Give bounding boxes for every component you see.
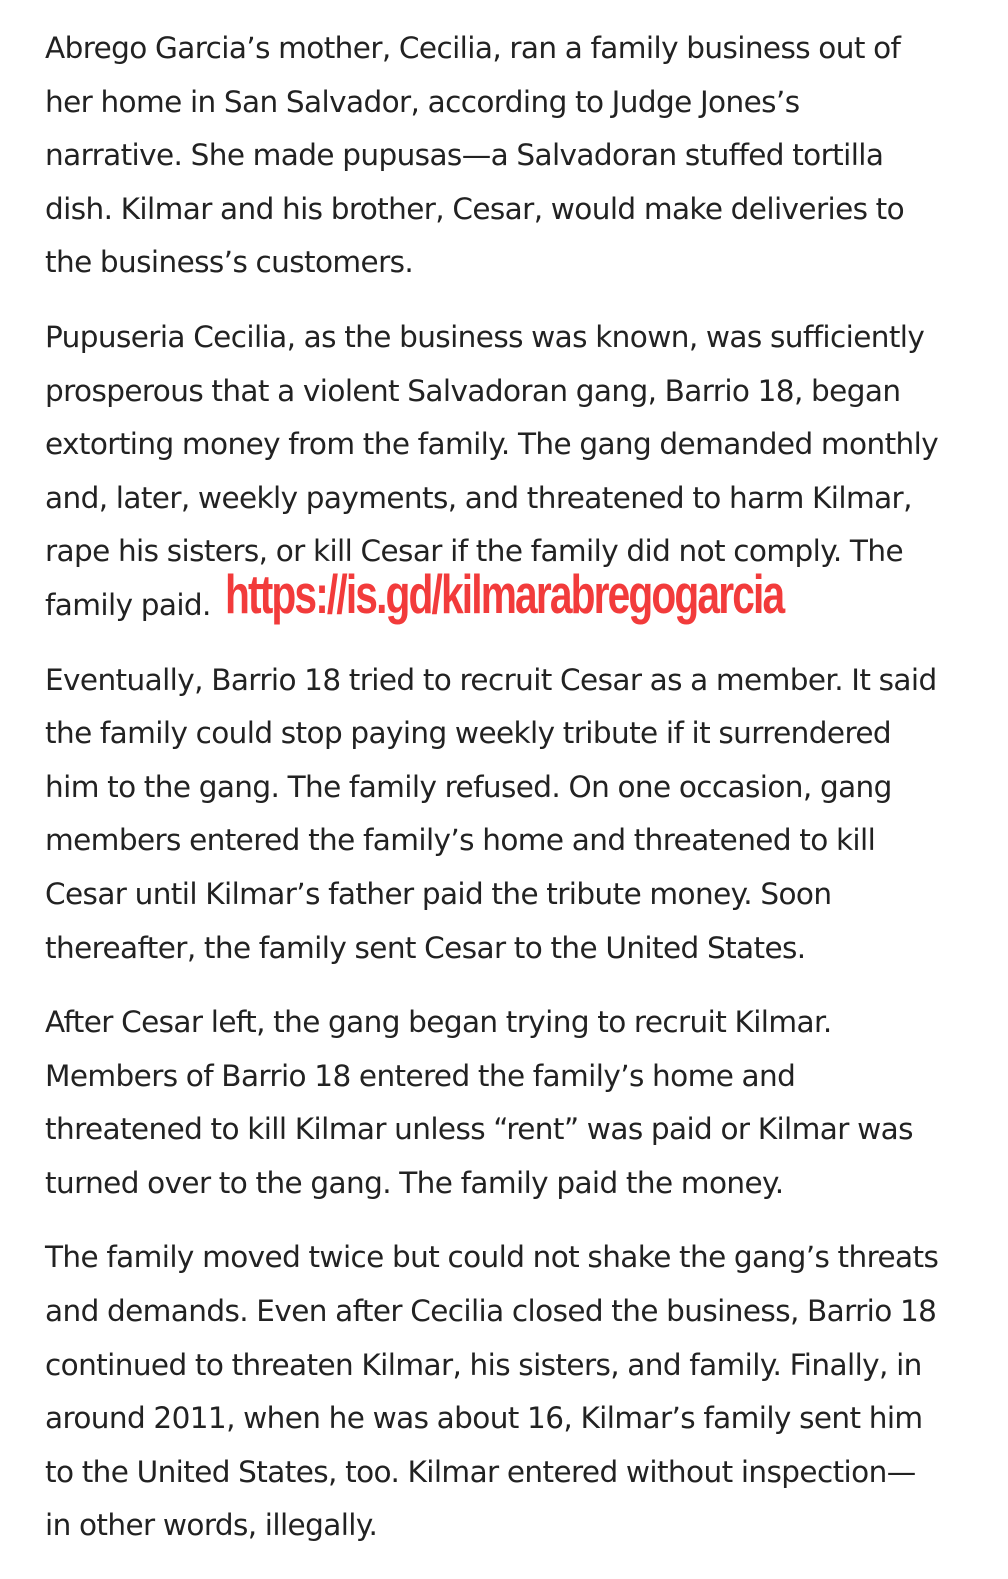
paragraph-line: and, later, weekly payments, and threatened to harm Kilmar, — [45, 480, 912, 515]
paragraph-5 — [45, 1231, 960, 1553]
paragraph-line: family paid. — [45, 587, 211, 622]
paragraph-line: her home in San Salvador, according to Judge Jones’s — [45, 84, 800, 119]
paragraph-line: dish. Kilmar and his brother, Cesar, would make deliveries to — [45, 191, 905, 226]
paragraph-line: to the United States, too. Kilmar entered without inspection— — [45, 1454, 916, 1489]
paragraph-line: around 2011, when he was about 16, Kilmar’s family sent him — [45, 1401, 923, 1436]
paragraph-line: Members of Barrio 18 entered the family’s home and — [45, 1058, 796, 1093]
paragraph-line: Cesar until Kilmar’s father paid the tribute money. Soon — [45, 876, 832, 911]
paragraph-line: prosperous that a violent Salvadoran gang, Barrio 18, began — [45, 373, 901, 408]
paragraph-1 — [45, 22, 960, 290]
paragraph-line: continued to threaten Kilmar, his sisters, and family. Finally, in — [45, 1347, 922, 1382]
paragraph-line: Eventually, Barrio 18 tried to recruit Cesar as a member. It said — [45, 662, 937, 697]
paragraph-line: members entered the family’s home and threatened to kill — [45, 823, 876, 858]
paragraph-line: Abrego Garcia’s mother, Cecilia, ran a family business out of — [45, 31, 901, 65]
article-body — [45, 22, 960, 1574]
paragraph-line: After Cesar left, the gang began trying to recruit Kilmar. — [45, 1005, 832, 1040]
paragraph-3 — [45, 654, 960, 976]
paragraph-line: and demands. Even after Cecilia closed the business, Barrio 18 — [45, 1294, 937, 1329]
paragraph-line: in other words, illegally. — [45, 1508, 378, 1543]
paragraph-2 — [45, 311, 960, 633]
paragraph-line: extorting money from the family. The gang demanded monthly — [45, 427, 939, 462]
paragraph-line-with-watermark — [45, 562, 960, 633]
paragraph-line: turned over to the gang. The family paid the money. — [45, 1165, 784, 1200]
paragraph-line: the business’s customers. — [45, 245, 414, 280]
watermark-url: https://is.gd/kilmarabregogarcia — [225, 562, 784, 625]
paragraph-line: thereafter, the family sent Cesar to the United States. — [45, 930, 806, 965]
paragraph-line: threatened to kill Kilmar unless “rent” was paid or Kilmar was — [45, 1112, 913, 1147]
paragraph-line: rape his sisters, or kill Cesar if the family did not comply. The — [45, 534, 903, 569]
paragraph-line: The family moved twice but could not shake the gang’s threats — [45, 1240, 939, 1275]
paragraph-line: the family could stop paying weekly tribute if it surrendered — [45, 716, 892, 751]
paragraph-4 — [45, 996, 960, 1210]
paragraph-line: him to the gang. The family refused. On one occasion, gang — [45, 769, 892, 804]
paragraph-line: Pupuseria Cecilia, as the business was known, was sufficiently — [45, 319, 925, 354]
paragraph-line: narrative. She made pupusas—a Salvadoran stuffed tortilla — [45, 138, 884, 173]
